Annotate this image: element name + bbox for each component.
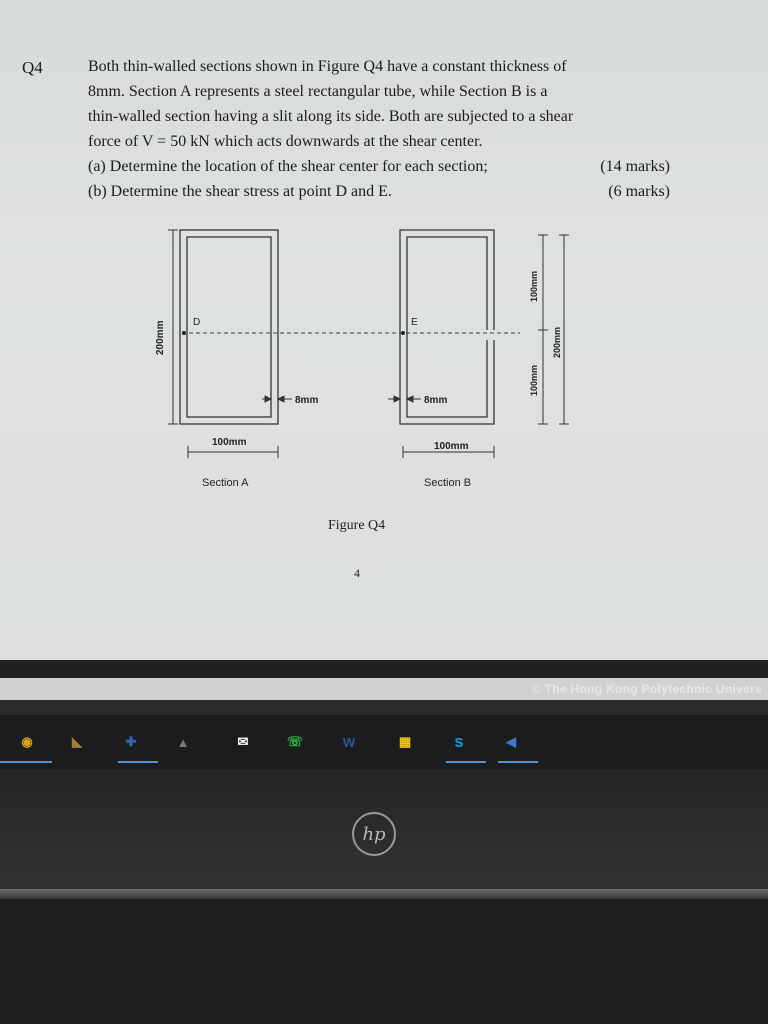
question-line: Both thin-walled sections shown in Figure Q4 have a constant thickness of: [88, 58, 567, 75]
photos-icon[interactable]: ▲: [176, 734, 190, 750]
section-a-label: Section A: [202, 477, 249, 489]
question-line: 8mm. Section A represents a steel rectangular tube, while Section B is a: [88, 83, 548, 100]
active-app-indicator: [0, 761, 52, 763]
laptop-hinge: [0, 889, 768, 899]
viewer-bottom-bar: [0, 660, 768, 678]
whatsapp-icon[interactable]: ☏: [286, 734, 304, 749]
section-b-thickness-dim: [388, 396, 421, 402]
section-b-total-label: 200mm: [552, 326, 562, 358]
section-b-upper-label: 100mm: [529, 270, 539, 302]
part-a-marks: (14 marks): [600, 158, 670, 175]
part-a-text: (a) Determine the location of the shear center for each section;: [88, 158, 488, 175]
hp-logo-icon: hp: [352, 812, 396, 856]
question-line: force of V = 50 kN which acts downwards at the shear center.: [88, 133, 483, 150]
point-d-marker: [182, 331, 186, 335]
part-b-text: (b) Determine the shear stress at point D and E.: [88, 183, 392, 200]
active-app-indicator: [118, 761, 158, 763]
section-a-thickness-dim: [262, 396, 292, 402]
section-b-label: Section B: [424, 477, 472, 489]
point-d-label: D: [193, 317, 201, 328]
powerdirector-icon[interactable]: ◀: [506, 734, 516, 749]
pinned-icon[interactable]: ◣: [72, 734, 82, 749]
section-a-thickness-label: 8mm: [295, 395, 319, 406]
word-icon[interactable]: W: [342, 734, 356, 750]
question-line: thin-walled section having a slit along its side. Both are subjected to a shear: [88, 108, 574, 125]
figure-caption: Figure Q4: [328, 518, 386, 533]
question-number: Q4: [22, 58, 43, 77]
section-a-width-label: 100mm: [212, 437, 247, 448]
point-e-marker: [401, 331, 405, 335]
store-icon[interactable]: ▦: [398, 734, 412, 749]
part-b-marks: (6 marks): [608, 183, 670, 200]
section-b-thickness-label: 8mm: [424, 395, 448, 406]
section-a-height-dim: [168, 230, 178, 424]
copyright-text: © The Hong Kong Polytechnic Univers: [531, 682, 762, 696]
windows-taskbar: [0, 715, 768, 769]
point-e-label: E: [411, 317, 418, 328]
section-b-width-label: 100mm: [434, 441, 469, 452]
active-app-indicator: [446, 761, 486, 763]
mail-icon[interactable]: ✉: [237, 734, 249, 749]
keyboard-deck: [0, 899, 768, 1024]
section-a-height-label: 200mm: [155, 320, 166, 355]
active-app-indicator: [498, 761, 538, 763]
skype-icon[interactable]: S: [454, 734, 464, 750]
windows-security-icon[interactable]: ✚: [125, 734, 137, 749]
section-b-lower-label: 100mm: [529, 364, 539, 396]
chrome-icon[interactable]: ◉: [21, 734, 33, 749]
page-number: 4: [354, 566, 360, 580]
